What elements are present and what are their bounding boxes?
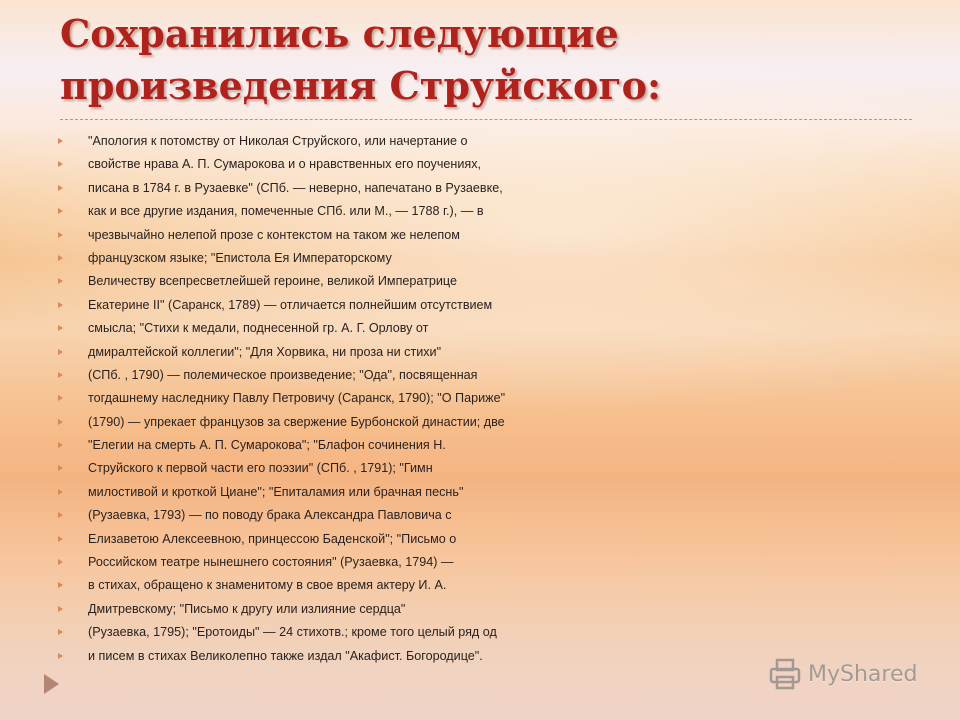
bullet-arrow-icon [58, 302, 63, 308]
bullet-arrow-icon [58, 536, 63, 542]
title-divider [60, 119, 912, 120]
list-item [58, 364, 918, 387]
bullet-arrow-icon [58, 138, 63, 144]
list-item-text: в стихах, обращено к знаменитому в свое время актеру И. А. [88, 578, 447, 593]
bullet-arrow-icon [58, 465, 63, 471]
slide-title: Сохранились следующие произведения Струйского: [60, 11, 662, 108]
list-item [58, 224, 918, 247]
bullet-arrow-icon [58, 582, 63, 588]
list-item-text: "Елегии на смерть А. П. Сумарокова"; "Блафон сочинения Н. [88, 438, 446, 453]
list-item-text: свойстве нрава А. П. Сумарокова и о нравственных его поучениях, [88, 157, 481, 172]
bullet-arrow-icon [58, 349, 63, 355]
list-item [58, 411, 918, 434]
list-item-text: милостивой и кроткой Циане"; "Епиталамия или брачная песнь" [88, 484, 464, 499]
bullet-arrow-icon [58, 512, 63, 518]
list-item [58, 528, 918, 551]
next-slide-arrow-icon[interactable] [44, 674, 59, 694]
list-item-text: писана в 1784 г. в Рузаевке" (СПб. — неверно, напечатано в Рузаевке, [88, 180, 503, 195]
list-item [58, 504, 918, 527]
list-item [58, 177, 918, 200]
bullet-arrow-icon [58, 395, 63, 401]
bullet-list [58, 130, 918, 668]
list-item-text: Величеству всепресветлейшей героине, великой Императрице [88, 274, 458, 289]
list-item-text: Струйского к первой части его поэзии" (СПб. , 1791); "Гимн [88, 461, 433, 476]
list-item [58, 434, 918, 457]
list-item-text: Елизаветою Алексеевною, принцессою Баденской"; "Письмо о [88, 531, 457, 546]
watermark-text: MyShared [808, 661, 918, 687]
list-item-text: французском языке; "Епистола Ея Императорскому [88, 250, 392, 265]
bullet-arrow-icon [58, 442, 63, 448]
list-item-text: Дмитревскому; "Письмо к другу или излияние сердца" [88, 601, 406, 616]
bullet-arrow-icon [58, 629, 63, 635]
bullet-arrow-icon [58, 161, 63, 167]
bullet-arrow-icon [58, 489, 63, 495]
list-item [58, 270, 918, 293]
list-item [58, 200, 918, 223]
list-item-text: (СПб. , 1790) — полемическое произведение; "Ода", посвященная [88, 367, 478, 382]
list-item [58, 153, 918, 176]
bullet-arrow-icon [58, 255, 63, 261]
list-item-text: и писем в стихах Великолепно также издал "Акафист. Богородице". [88, 648, 483, 663]
printer-icon [768, 657, 802, 691]
list-item-text: (1790) — упрекает французов за свержение Бурбонской династии; две [88, 414, 505, 429]
list-item-text: Екатерине II" (Саранск, 1789) — отличается полнейшим отсутствием [88, 297, 493, 312]
list-item [58, 551, 918, 574]
list-item [58, 457, 918, 480]
bullet-arrow-icon [58, 372, 63, 378]
list-item [58, 574, 918, 597]
bullet-arrow-icon [58, 419, 63, 425]
list-item-text: Российском театре нынешнего состояния" (Рузаевка, 1794) — [88, 555, 454, 570]
list-item-text: как и все другие издания, помеченные СПб. или М., — 1788 г.), — в [88, 204, 484, 219]
list-item [58, 317, 918, 340]
list-item [58, 481, 918, 504]
list-item [58, 621, 918, 644]
list-item-text: дмиралтейской коллегии"; "Для Хорвика, ни проза ни стихи" [88, 344, 442, 359]
list-item-text: смысла; "Стихи к медали, поднесенной гр. А. Г. Орлову от [88, 321, 429, 336]
list-item-text: "Апология к потомству от Николая Струйского, или начертание о [88, 134, 468, 148]
list-item-text: тогдашнему наследнику Павлу Петровичу (Саранск, 1790); "О Париже" [88, 391, 506, 406]
list-item [58, 247, 918, 270]
bullet-arrow-icon [58, 278, 63, 284]
list-item [58, 387, 918, 410]
bullet-arrow-icon [58, 653, 63, 659]
bullet-arrow-icon [58, 559, 63, 565]
bullet-arrow-icon [58, 185, 63, 191]
list-item [58, 130, 918, 153]
bullet-arrow-icon [58, 208, 63, 214]
watermark-logo [768, 656, 917, 692]
bullet-arrow-icon [58, 325, 63, 331]
bullet-arrow-icon [58, 606, 63, 612]
list-item [58, 341, 918, 364]
bullet-arrow-icon [58, 232, 63, 238]
list-item [58, 598, 918, 621]
list-item-text: (Рузаевка, 1793) — по поводу брака Александра Павловича с [88, 508, 452, 523]
list-item-text: чрезвычайно нелепой прозе с контекстом на таком же нелепом [88, 227, 460, 242]
list-item-text: (Рузаевка, 1795); "Еротоиды" — 24 стихотв.; кроме того целый ряд од [88, 625, 497, 640]
list-item [58, 294, 918, 317]
